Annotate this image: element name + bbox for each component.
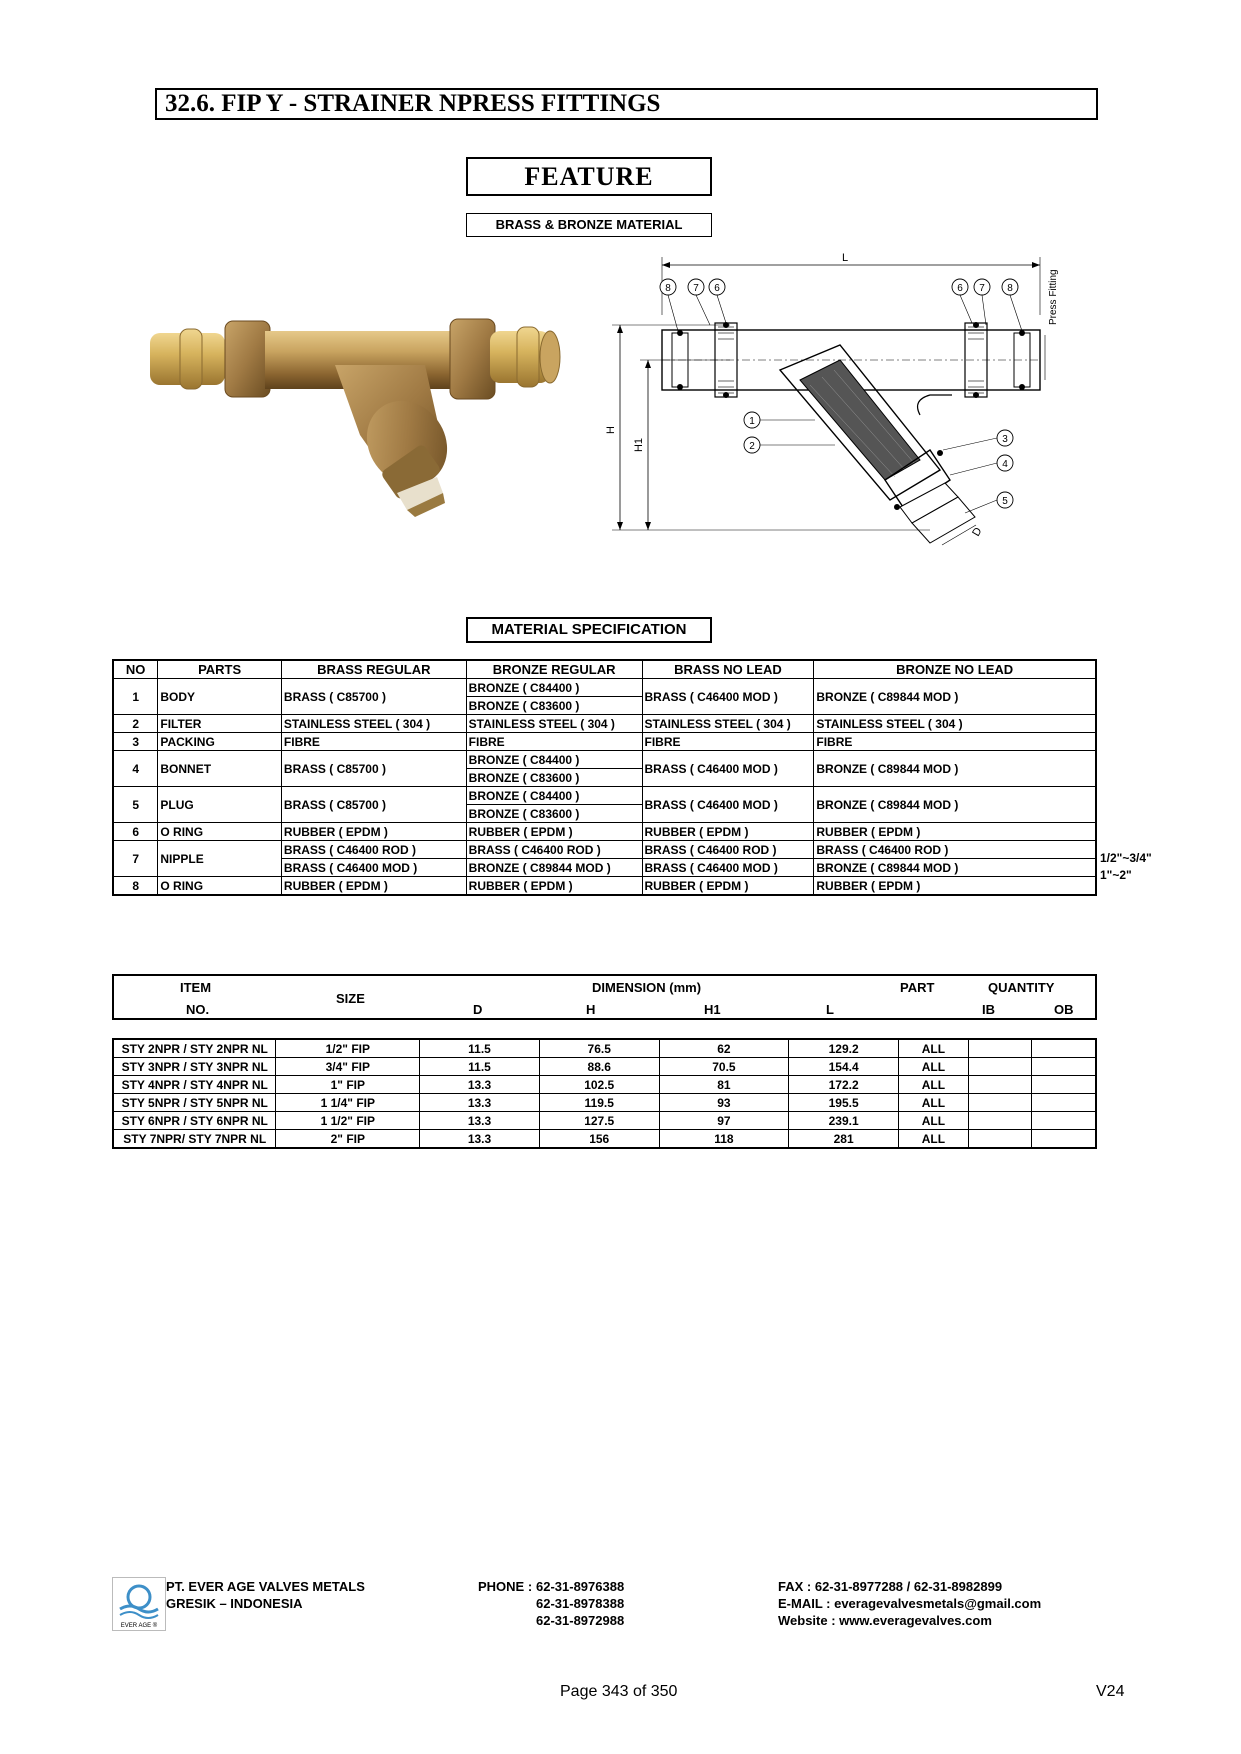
dim-L-label: L bbox=[841, 252, 849, 264]
cell-ob bbox=[1031, 1058, 1096, 1076]
page-title: 32.6. FIP Y - STRAINER NPRESS FITTINGS bbox=[155, 88, 1098, 120]
nipple-size-note: 1/2"~3/4" bbox=[1100, 851, 1152, 865]
cell-size: 1/2" FIP bbox=[276, 1039, 420, 1058]
table-row bbox=[113, 751, 1096, 769]
cell-no: 5 bbox=[113, 787, 158, 823]
cell-part: FILTER bbox=[158, 715, 282, 733]
cell-part: ALL bbox=[898, 1112, 968, 1130]
cell-bronze-nl: STAINLESS STEEL ( 304 ) bbox=[814, 715, 1096, 733]
cell-no: 1 bbox=[113, 679, 158, 715]
cell-part: ALL bbox=[898, 1130, 968, 1149]
cell-bronze: BRONZE ( C83600 ) bbox=[466, 697, 642, 715]
cell-bronze-nl: RUBBER ( EPDM ) bbox=[814, 823, 1096, 841]
cell-size: 1 1/2" FIP bbox=[276, 1112, 420, 1130]
table-row bbox=[113, 1112, 1096, 1130]
fax-number: FAX : 62-31-8977288 / 62-31-8982899 bbox=[778, 1579, 1003, 1594]
page-number: Page 343 of 350 bbox=[560, 1683, 678, 1700]
cell-brass-nl: BRASS ( C46400 MOD ) bbox=[642, 751, 814, 787]
cell-brass: BRASS ( C46400 MOD ) bbox=[281, 859, 466, 877]
cell-brass-nl: BRASS ( C46400 MOD ) bbox=[642, 859, 814, 877]
cell-d: 13.3 bbox=[420, 1112, 540, 1130]
cell-bronze-nl: BRONZE ( C89844 MOD ) bbox=[814, 859, 1096, 877]
cell-no: 2 bbox=[113, 715, 158, 733]
cell-l: 154.4 bbox=[789, 1058, 899, 1076]
company-location: GRESIK – INDONESIA bbox=[166, 1596, 303, 1611]
cell-no: 3 bbox=[113, 733, 158, 751]
cell-part: NIPPLE bbox=[158, 841, 282, 877]
cell-no: 6 bbox=[113, 823, 158, 841]
table-row bbox=[113, 787, 1096, 805]
dim-H1-label: H1 bbox=[633, 437, 645, 453]
balloon-8-right: 8 bbox=[1007, 283, 1013, 294]
cell-brass: STAINLESS STEEL ( 304 ) bbox=[281, 715, 466, 733]
cell-brass-nl: BRASS ( C46400 MOD ) bbox=[642, 787, 814, 823]
cell-brass-nl: RUBBER ( EPDM ) bbox=[642, 823, 814, 841]
col-brass-no-lead: BRASS NO LEAD bbox=[642, 660, 814, 679]
table-header-row bbox=[113, 660, 1096, 679]
cell-bronze: BRASS ( C46400 ROD ) bbox=[466, 841, 642, 859]
cell-ib bbox=[968, 1039, 1031, 1058]
cell-l: 195.5 bbox=[789, 1094, 899, 1112]
balloon-2: 2 bbox=[749, 441, 755, 452]
cell-part: BONNET bbox=[158, 751, 282, 787]
cell-part: O RING bbox=[158, 877, 282, 896]
material-label: BRASS & BRONZE MATERIAL bbox=[466, 213, 712, 237]
cell-bronze: STAINLESS STEEL ( 304 ) bbox=[466, 715, 642, 733]
cell-bronze: BRONZE ( C89844 MOD ) bbox=[466, 859, 642, 877]
header-item: ITEM bbox=[180, 980, 212, 995]
cell-h1: 70.5 bbox=[659, 1058, 789, 1076]
cell-l: 281 bbox=[789, 1130, 899, 1149]
cell-brass: RUBBER ( EPDM ) bbox=[281, 823, 466, 841]
cell-h1: 81 bbox=[659, 1076, 789, 1094]
website-link[interactable]: Website : www.everagevalves.com bbox=[778, 1613, 992, 1628]
cell-bronze: RUBBER ( EPDM ) bbox=[466, 877, 642, 896]
header-part: PART bbox=[900, 980, 935, 995]
table-row bbox=[113, 679, 1096, 697]
cell-brass: RUBBER ( EPDM ) bbox=[281, 877, 466, 896]
material-spec-heading: MATERIAL SPECIFICATION bbox=[466, 617, 712, 643]
cell-size: 1" FIP bbox=[276, 1076, 420, 1094]
col-bronze-no-lead: BRONZE NO LEAD bbox=[814, 660, 1096, 679]
cell-l: 239.1 bbox=[789, 1112, 899, 1130]
cell-d: 11.5 bbox=[420, 1058, 540, 1076]
cell-ob bbox=[1031, 1076, 1096, 1094]
table-row bbox=[113, 1094, 1096, 1112]
phone-number: 62-31-8972988 bbox=[536, 1613, 625, 1628]
phone-number: 62-31-8978388 bbox=[536, 1596, 625, 1611]
cell-item: STY 5NPR / STY 5NPR NL bbox=[113, 1094, 276, 1112]
cell-item: STY 2NPR / STY 2NPR NL bbox=[113, 1039, 276, 1058]
cell-brass-nl: STAINLESS STEEL ( 304 ) bbox=[642, 715, 814, 733]
press-fitting-label: Press Fitting bbox=[1048, 269, 1059, 325]
header-ob: OB bbox=[1054, 1002, 1074, 1017]
email-link[interactable]: E-MAIL : everagevalvesmetals@gmail.com bbox=[778, 1596, 1042, 1611]
header-dimension: DIMENSION (mm) bbox=[592, 980, 702, 995]
cell-h: 127.5 bbox=[539, 1112, 659, 1130]
cell-h: 88.6 bbox=[539, 1058, 659, 1076]
cell-no: 4 bbox=[113, 751, 158, 787]
cell-size: 1 1/4" FIP bbox=[276, 1094, 420, 1112]
table-row bbox=[113, 1058, 1096, 1076]
cell-h: 76.5 bbox=[539, 1039, 659, 1058]
cell-ib bbox=[968, 1058, 1031, 1076]
balloon-7-left: 7 bbox=[693, 283, 699, 294]
balloon-4: 4 bbox=[1002, 459, 1008, 470]
cell-h: 119.5 bbox=[539, 1094, 659, 1112]
cell-bronze-nl: RUBBER ( EPDM ) bbox=[814, 877, 1096, 896]
cell-ib bbox=[968, 1130, 1031, 1149]
cell-no: 7 bbox=[113, 841, 158, 877]
cell-part: BODY bbox=[158, 679, 282, 715]
cell-d: 11.5 bbox=[420, 1039, 540, 1058]
cell-d: 13.3 bbox=[420, 1130, 540, 1149]
cell-h: 156 bbox=[539, 1130, 659, 1149]
technical-drawing bbox=[600, 245, 1070, 565]
table-row bbox=[113, 841, 1096, 859]
cell-ib bbox=[968, 1112, 1031, 1130]
col-brass-regular: BRASS REGULAR bbox=[281, 660, 466, 679]
company-name: PT. EVER AGE VALVES METALS bbox=[166, 1579, 365, 1594]
cell-bronze-nl: BRASS ( C46400 ROD ) bbox=[814, 841, 1096, 859]
header-h1: H1 bbox=[704, 1002, 721, 1017]
cell-ib bbox=[968, 1076, 1031, 1094]
cell-l: 129.2 bbox=[789, 1039, 899, 1058]
cell-brass: BRASS ( C85700 ) bbox=[281, 751, 466, 787]
dimension-table-header bbox=[112, 974, 1097, 1020]
cell-ib bbox=[968, 1094, 1031, 1112]
dim-D-label: D bbox=[970, 525, 985, 539]
cell-l: 172.2 bbox=[789, 1076, 899, 1094]
cell-item: STY 6NPR / STY 6NPR NL bbox=[113, 1112, 276, 1130]
balloon-6-right: 6 bbox=[957, 283, 963, 294]
cell-brass: BRASS ( C85700 ) bbox=[281, 787, 466, 823]
cell-brass-nl: BRASS ( C46400 ROD ) bbox=[642, 841, 814, 859]
cell-h1: 93 bbox=[659, 1094, 789, 1112]
balloon-5: 5 bbox=[1002, 496, 1008, 507]
cell-ob bbox=[1031, 1130, 1096, 1149]
cell-bronze-nl: FIBRE bbox=[814, 733, 1096, 751]
cell-part: PACKING bbox=[158, 733, 282, 751]
cell-h1: 62 bbox=[659, 1039, 789, 1058]
cell-bronze: BRONZE ( C83600 ) bbox=[466, 805, 642, 823]
cell-part: ALL bbox=[898, 1058, 968, 1076]
cell-bronze-nl: BRONZE ( C89844 MOD ) bbox=[814, 751, 1096, 787]
cell-bronze-nl: BRONZE ( C89844 MOD ) bbox=[814, 679, 1096, 715]
cell-ob bbox=[1031, 1112, 1096, 1130]
col-bronze-regular: BRONZE REGULAR bbox=[466, 660, 642, 679]
phone-number: 62-31-8976388 bbox=[536, 1579, 625, 1594]
balloon-7-right: 7 bbox=[979, 283, 985, 294]
cell-part: ALL bbox=[898, 1039, 968, 1058]
table-row bbox=[113, 877, 1096, 896]
cell-brass: FIBRE bbox=[281, 733, 466, 751]
nipple-size-note: 1"~2" bbox=[1100, 868, 1132, 882]
table-row bbox=[113, 715, 1096, 733]
cell-size: 2" FIP bbox=[276, 1130, 420, 1149]
header-ib: IB bbox=[982, 1002, 995, 1017]
header-h: H bbox=[586, 1002, 596, 1017]
material-spec-table bbox=[112, 659, 1097, 896]
phone-label: PHONE : bbox=[478, 1579, 533, 1594]
dimension-table bbox=[112, 1038, 1097, 1149]
balloon-3: 3 bbox=[1002, 434, 1008, 445]
cell-bronze: BRONZE ( C83600 ) bbox=[466, 769, 642, 787]
cell-h1: 118 bbox=[659, 1130, 789, 1149]
cell-brass-nl: RUBBER ( EPDM ) bbox=[642, 877, 814, 896]
company-logo bbox=[112, 1577, 166, 1631]
cell-no: 8 bbox=[113, 877, 158, 896]
header-d: D bbox=[473, 1002, 483, 1017]
cell-bronze: FIBRE bbox=[466, 733, 642, 751]
balloon-8-left: 8 bbox=[665, 283, 671, 294]
cell-part: ALL bbox=[898, 1094, 968, 1112]
cell-ob bbox=[1031, 1039, 1096, 1058]
cell-part: O RING bbox=[158, 823, 282, 841]
col-parts: PARTS bbox=[158, 660, 282, 679]
cell-item: STY 7NPR/ STY 7NPR NL bbox=[113, 1130, 276, 1149]
feature-heading: FEATURE bbox=[466, 157, 712, 196]
cell-d: 13.3 bbox=[420, 1094, 540, 1112]
cell-bronze: RUBBER ( EPDM ) bbox=[466, 823, 642, 841]
cell-brass: BRASS ( C85700 ) bbox=[281, 679, 466, 715]
cell-bronze: BRONZE ( C84400 ) bbox=[466, 679, 642, 697]
header-size: SIZE bbox=[336, 991, 365, 1006]
cell-ob bbox=[1031, 1094, 1096, 1112]
cell-bronze: BRONZE ( C84400 ) bbox=[466, 751, 642, 769]
header-quantity: QUANTITY bbox=[988, 980, 1055, 995]
header-l: L bbox=[826, 1002, 834, 1017]
cell-size: 3/4" FIP bbox=[276, 1058, 420, 1076]
cell-part: PLUG bbox=[158, 787, 282, 823]
cell-bronze-nl: BRONZE ( C89844 MOD ) bbox=[814, 787, 1096, 823]
cell-item: STY 4NPR / STY 4NPR NL bbox=[113, 1076, 276, 1094]
table-row bbox=[113, 733, 1096, 751]
col-no: NO bbox=[113, 660, 158, 679]
cell-brass-nl: BRASS ( C46400 MOD ) bbox=[642, 679, 814, 715]
cell-item: STY 3NPR / STY 3NPR NL bbox=[113, 1058, 276, 1076]
product-photo bbox=[145, 305, 575, 530]
cell-brass: BRASS ( C46400 ROD ) bbox=[281, 841, 466, 859]
version-label: V24 bbox=[1096, 1683, 1125, 1700]
dim-H-label: H bbox=[605, 426, 617, 434]
table-row bbox=[113, 1130, 1096, 1149]
header-no: NO. bbox=[186, 1002, 210, 1017]
balloon-1: 1 bbox=[749, 416, 755, 427]
cell-d: 13.3 bbox=[420, 1076, 540, 1094]
balloon-6-left: 6 bbox=[714, 283, 720, 294]
cell-part: ALL bbox=[898, 1076, 968, 1094]
table-row bbox=[113, 1076, 1096, 1094]
logo-text: EVER AGE ® bbox=[120, 1623, 158, 1629]
table-row bbox=[113, 1039, 1096, 1058]
cell-brass-nl: FIBRE bbox=[642, 733, 814, 751]
table-row bbox=[113, 823, 1096, 841]
cell-h1: 97 bbox=[659, 1112, 789, 1130]
cell-h: 102.5 bbox=[539, 1076, 659, 1094]
cell-bronze: BRONZE ( C84400 ) bbox=[466, 787, 642, 805]
